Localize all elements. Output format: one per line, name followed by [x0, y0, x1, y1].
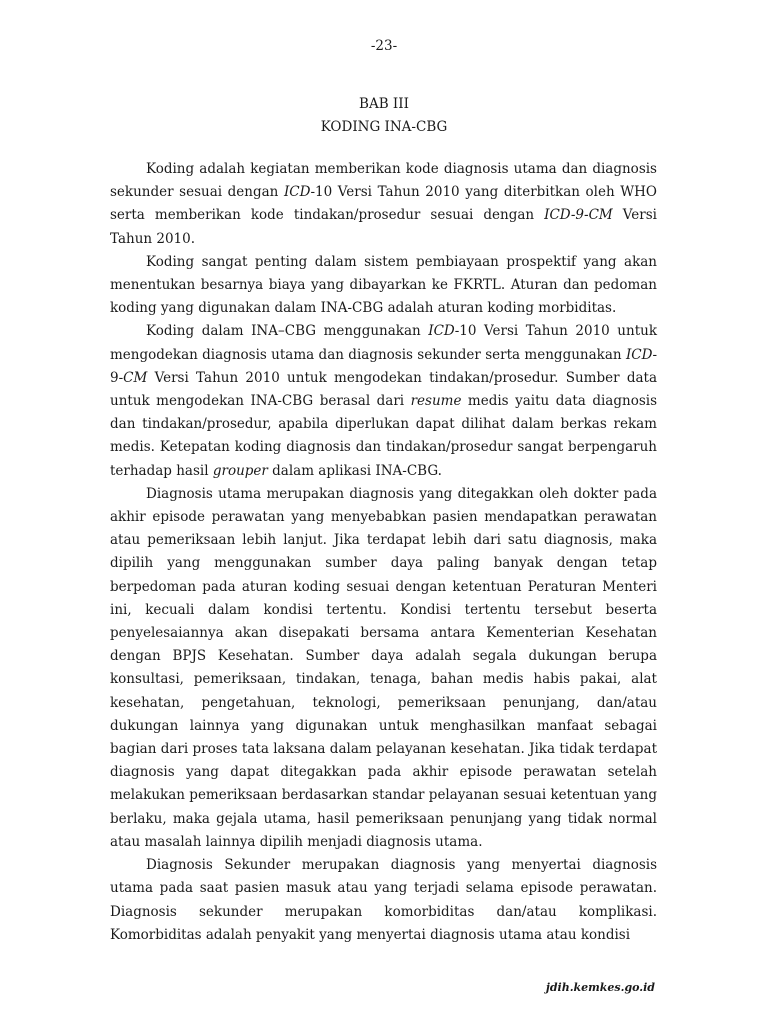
chapter-heading	[0, 93, 768, 139]
paragraph	[110, 158, 657, 251]
paragraph	[110, 483, 657, 854]
text-run: Versi Tahun 2010.	[110, 207, 657, 247]
italic-term: ICD	[283, 184, 311, 201]
paragraph	[110, 320, 657, 482]
footer-source-link[interactable]: jdih.kemkes.go.id	[545, 981, 655, 994]
italic-term: ICD	[428, 323, 455, 340]
page-number: -23-	[370, 38, 398, 54]
text-run: Diagnosis utama merupakan diagnosis yang ditegakkan oleh dokter pada akhir episode perawatan yang menyebabkan pasien mendapatkan perawatan atau pemeriksaan lebih lanjut. Jika terdapat lebih dari satu diagnosis, maka dipilih yang menggunakan sumber daya paling banyak dengan tetap berpedoman pada aturan koding sesuai dengan ketentuan Peraturan Menteri ini, kecuali dalam kondisi tertentu. Kondisi tertentu tersebut beserta penyelesaiannya akan disepakati bersama antara Kementerian Kesehatan dengan BPJS Kesehatan. Sumber daya adalah segala dukungan berupa konsultasi, pemeriksaan, tindakan, tenaga, bahan medis habis pakai, alat kesehatan, pengetahuan, teknologi, pemeriksaan penunjang, dan/atau dukungan lainnya yang digunakan untuk menghasilkan manfaat sebagai bagian dari proses tata laksana dalam pelayanan kesehatan. Jika tidak terdapat diagnosis yang dapat ditegakkan pada akhir episode perawatan setelah melakukan pemeriksaan berdasarkan standar pelayanan sesuai ketentuan yang berlaku, maka gejala utama, hasil pemeriksaan penunjang yang tidak normal atau masalah lainnya dipilih menjadi diagnosis utama.	[110, 485, 657, 850]
text-run: -9-	[110, 346, 657, 386]
text-run: Versi Tahun 2010 untuk mengodekan tindakan/prosedur. Sumber data untuk mengodekan INA-CBG berasal dari	[110, 369, 657, 410]
text-run: Diagnosis Sekunder merupakan diagnosis yang menyertai diagnosis utama pada saat pasien masuk atau yang terjadi selama episode perawatan. Diagnosis sekunder merupakan komorbiditas dan/atau komplikasi. Komorbiditas adalah penyakit yang menyertai diagnosis utama atau kondisi	[110, 857, 657, 943]
chapter-number: BAB III	[359, 96, 409, 112]
italic-term: grouper	[212, 462, 268, 479]
text-run: -10 Versi Tahun 2010 yang diterbitkan oleh WHO serta memberikan kode tindakan/prosedur sesuai dengan	[110, 184, 657, 224]
text-run: Koding adalah kegiatan memberikan kode diagnosis utama dan diagnosis sekunder sesuai dengan	[110, 161, 657, 201]
italic-term: CM	[123, 369, 148, 386]
italic-term: resume	[410, 393, 462, 410]
body-text	[110, 158, 657, 947]
text-run: Koding dalam INA–CBG menggunakan	[146, 323, 429, 340]
text-run: -10 Versi Tahun 2010 untuk mengodekan diagnosis utama dan diagnosis sekunder serta menggunakan	[110, 323, 657, 363]
italic-term: ICD-9-CM	[544, 207, 613, 224]
text-run: dalam aplikasi INA-CBG.	[267, 462, 442, 479]
text-run: medis yaitu data diagnosis dan tindakan/prosedur, apabila diperlukan dapat dilihat dalam berkas rekam medis. Ketepatan koding diagnosis dan tindakan/prosedur sangat berpengaruh terhadap hasil	[110, 393, 657, 479]
chapter-title: KODING INA-CBG	[320, 119, 448, 135]
text-run: Koding sangat penting dalam sistem pembiayaan prospektif yang akan menentukan besarnya biaya yang dibayarkan ke FKRTL. Aturan dan pedoman koding yang digunakan dalam INA-CBG adalah aturan koding morbiditas.	[110, 253, 657, 317]
paragraph	[110, 854, 657, 947]
paragraph	[110, 251, 657, 321]
italic-term: ICD	[625, 346, 653, 363]
